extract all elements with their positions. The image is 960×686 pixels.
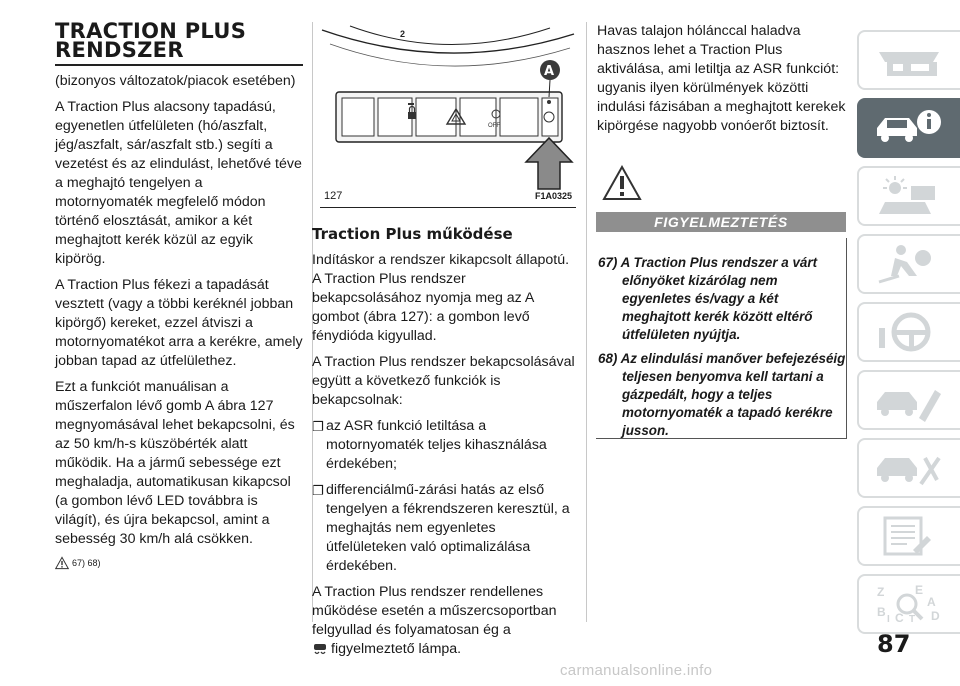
column-3 (597, 22, 849, 143)
section-title (55, 19, 303, 62)
section-subtitle: (bizonyos változatok/piacok esetében) (55, 73, 296, 89)
tab-airbag[interactable] (857, 234, 960, 294)
lamp-line (312, 640, 578, 659)
warning-triangle-icon (55, 556, 69, 570)
warning-reference-numbers: 67) 68) (72, 558, 101, 568)
list-item (312, 481, 578, 576)
tab-car-info[interactable] (857, 98, 960, 158)
dashboard-icon (871, 38, 949, 82)
index-letter-e: E (915, 583, 924, 597)
index-letter-b: B (877, 605, 886, 619)
watermark: carmanualsonline.info (560, 662, 713, 679)
tab-dashboard[interactable] (857, 30, 960, 90)
tab-technical-data[interactable] (857, 506, 960, 566)
pointer-arrow (526, 138, 572, 189)
bullet-box-icon: ❐ (312, 419, 324, 434)
panel-digit: 2 (400, 29, 406, 39)
list-item-text: differenciálmű-zárási hatás az első tengelyen a fékrendszeren keresztül, a meghajtás nem egyenletes útfelületeken való optimalizálása érdekében. (326, 482, 570, 574)
warning-box (596, 238, 847, 439)
title-rule (55, 64, 303, 66)
figure-code: F1A0325 (534, 191, 572, 201)
list-item (312, 417, 578, 474)
off-label: OFF (488, 123, 500, 129)
callout-letter: A (544, 64, 555, 79)
figure-rule (320, 207, 576, 208)
tab-starting-driving[interactable] (857, 302, 960, 362)
column-divider-2 (586, 22, 587, 622)
section-title-line1: TRACTION PLUS (55, 19, 247, 43)
column-1 (55, 19, 303, 570)
bullet-box-icon: ❐ (312, 483, 324, 498)
column-3-paragraph: Havas talajon hólánccal haladva hasznos lehet a Traction Plus aktiválása, ami letiltja az ASR funkciót: ugyanis ilyen körülmények közötti indulási fázisában a meghajtott kerekek kipörgése nagyobb vonóerőt biztosít. (597, 23, 846, 134)
column-2 (312, 225, 578, 659)
maintenance-icon (871, 446, 949, 490)
warning-heading: FIGYELMEZTETÉS (596, 212, 846, 232)
subsection-paragraph-2: A Traction Plus rendszer bekapcsolásával együtt a következő funkciók is bekapcsolnak: (312, 354, 575, 408)
tab-emergency[interactable] (857, 370, 960, 430)
warning-lights-icon (871, 174, 949, 218)
warning-reference[interactable] (55, 556, 303, 570)
index-letter-c: C (895, 611, 904, 625)
airbag-icon (871, 242, 949, 286)
warning-triangle-icon (602, 165, 642, 201)
subsection-title: Traction Plus működése (312, 225, 513, 243)
subsection-paragraph-1: Indításkor a rendszer kikapcsolt állapotú. A Traction Plus rendszer bekapcsolásához nyomja meg az A gombot (ábra 127): a gombon levő fénydióda kigyullad. (312, 252, 570, 344)
car-info-icon (871, 106, 949, 150)
technical-data-icon (871, 514, 949, 558)
section-paragraph-3: Ezt a funkciót manuálisan a műszerfalon lévő gomb A ábra 127 megnyomásával lehet bekapcsolni, és az 50 km/h-s küszöbérték alatt működik. Ha a jármű sebessége ezt meghaladja, automatikusan kikapcsol (a gombon lévő LED továbbra is világít), és újra bekapcsol, amint a sebesség 30 km/h alá csökken. (55, 379, 295, 547)
index-letter-i: I (887, 614, 890, 625)
traction-warning-lamp-icon (312, 643, 328, 657)
emergency-icon (871, 378, 949, 422)
tab-maintenance[interactable] (857, 438, 960, 498)
tab-index[interactable] (857, 574, 960, 634)
subsection-paragraph-3: A Traction Plus rendszer rendellenes működése esetén a műszercsoportban felgyullad és folyamatosan ég a (312, 584, 557, 638)
tab-warning-lights[interactable] (857, 166, 960, 226)
warning-item-67: 67) A Traction Plus rendszer a várt előnyöket kizárólag nem egyenletes és/vagy a két meghajtott kerék között eltérő útfelületen nyújtja. (598, 255, 818, 342)
list-item-text: az ASR funkció letiltása a motornyomaték teljes kihasználása érdekében; (326, 418, 547, 472)
section-paragraph-1: A Traction Plus alacsony tapadású, egyenetlen útfelületen (hó/aszfalt, jég/aszfalt, sár/aszfalt stb.) segíti a vezetést és az elindulást, lehetővé téve a meghajtó tengelyen a motornyomaték megfelelő módon történő elosztását, amikor a két meghajtott kerék közül az egyik kipörög. (55, 99, 302, 267)
index-icon (871, 582, 949, 626)
index-letter-a: A (927, 595, 936, 609)
index-letter-d: D (931, 609, 940, 623)
figure-caption (324, 190, 572, 202)
section-paragraph-2: A Traction Plus fékezi a tapadását vesztett (vagy a többi keréknél jobban kipörgő) kereket, ezzel átviszi a motornyomatékot arra a kerékre, amely jobban tapad az útfelülethez. (55, 277, 303, 369)
warning-item-68: 68) Az elindulási manőver befejezéséig teljesen benyomva kell tartani a gázpedált, hogy a teljes motornyomaték a tapadó kerékre jusson. (598, 351, 846, 438)
index-letter-z: Z (877, 585, 885, 599)
section-title-line2: RENDSZER (55, 38, 184, 62)
steering-wheel-icon (871, 310, 949, 354)
index-letter-t: T (909, 614, 916, 625)
figure-number: 127 (324, 190, 343, 202)
page-number: 87 (877, 630, 911, 658)
lamp-text: figyelmeztető lámpa. (331, 641, 462, 657)
